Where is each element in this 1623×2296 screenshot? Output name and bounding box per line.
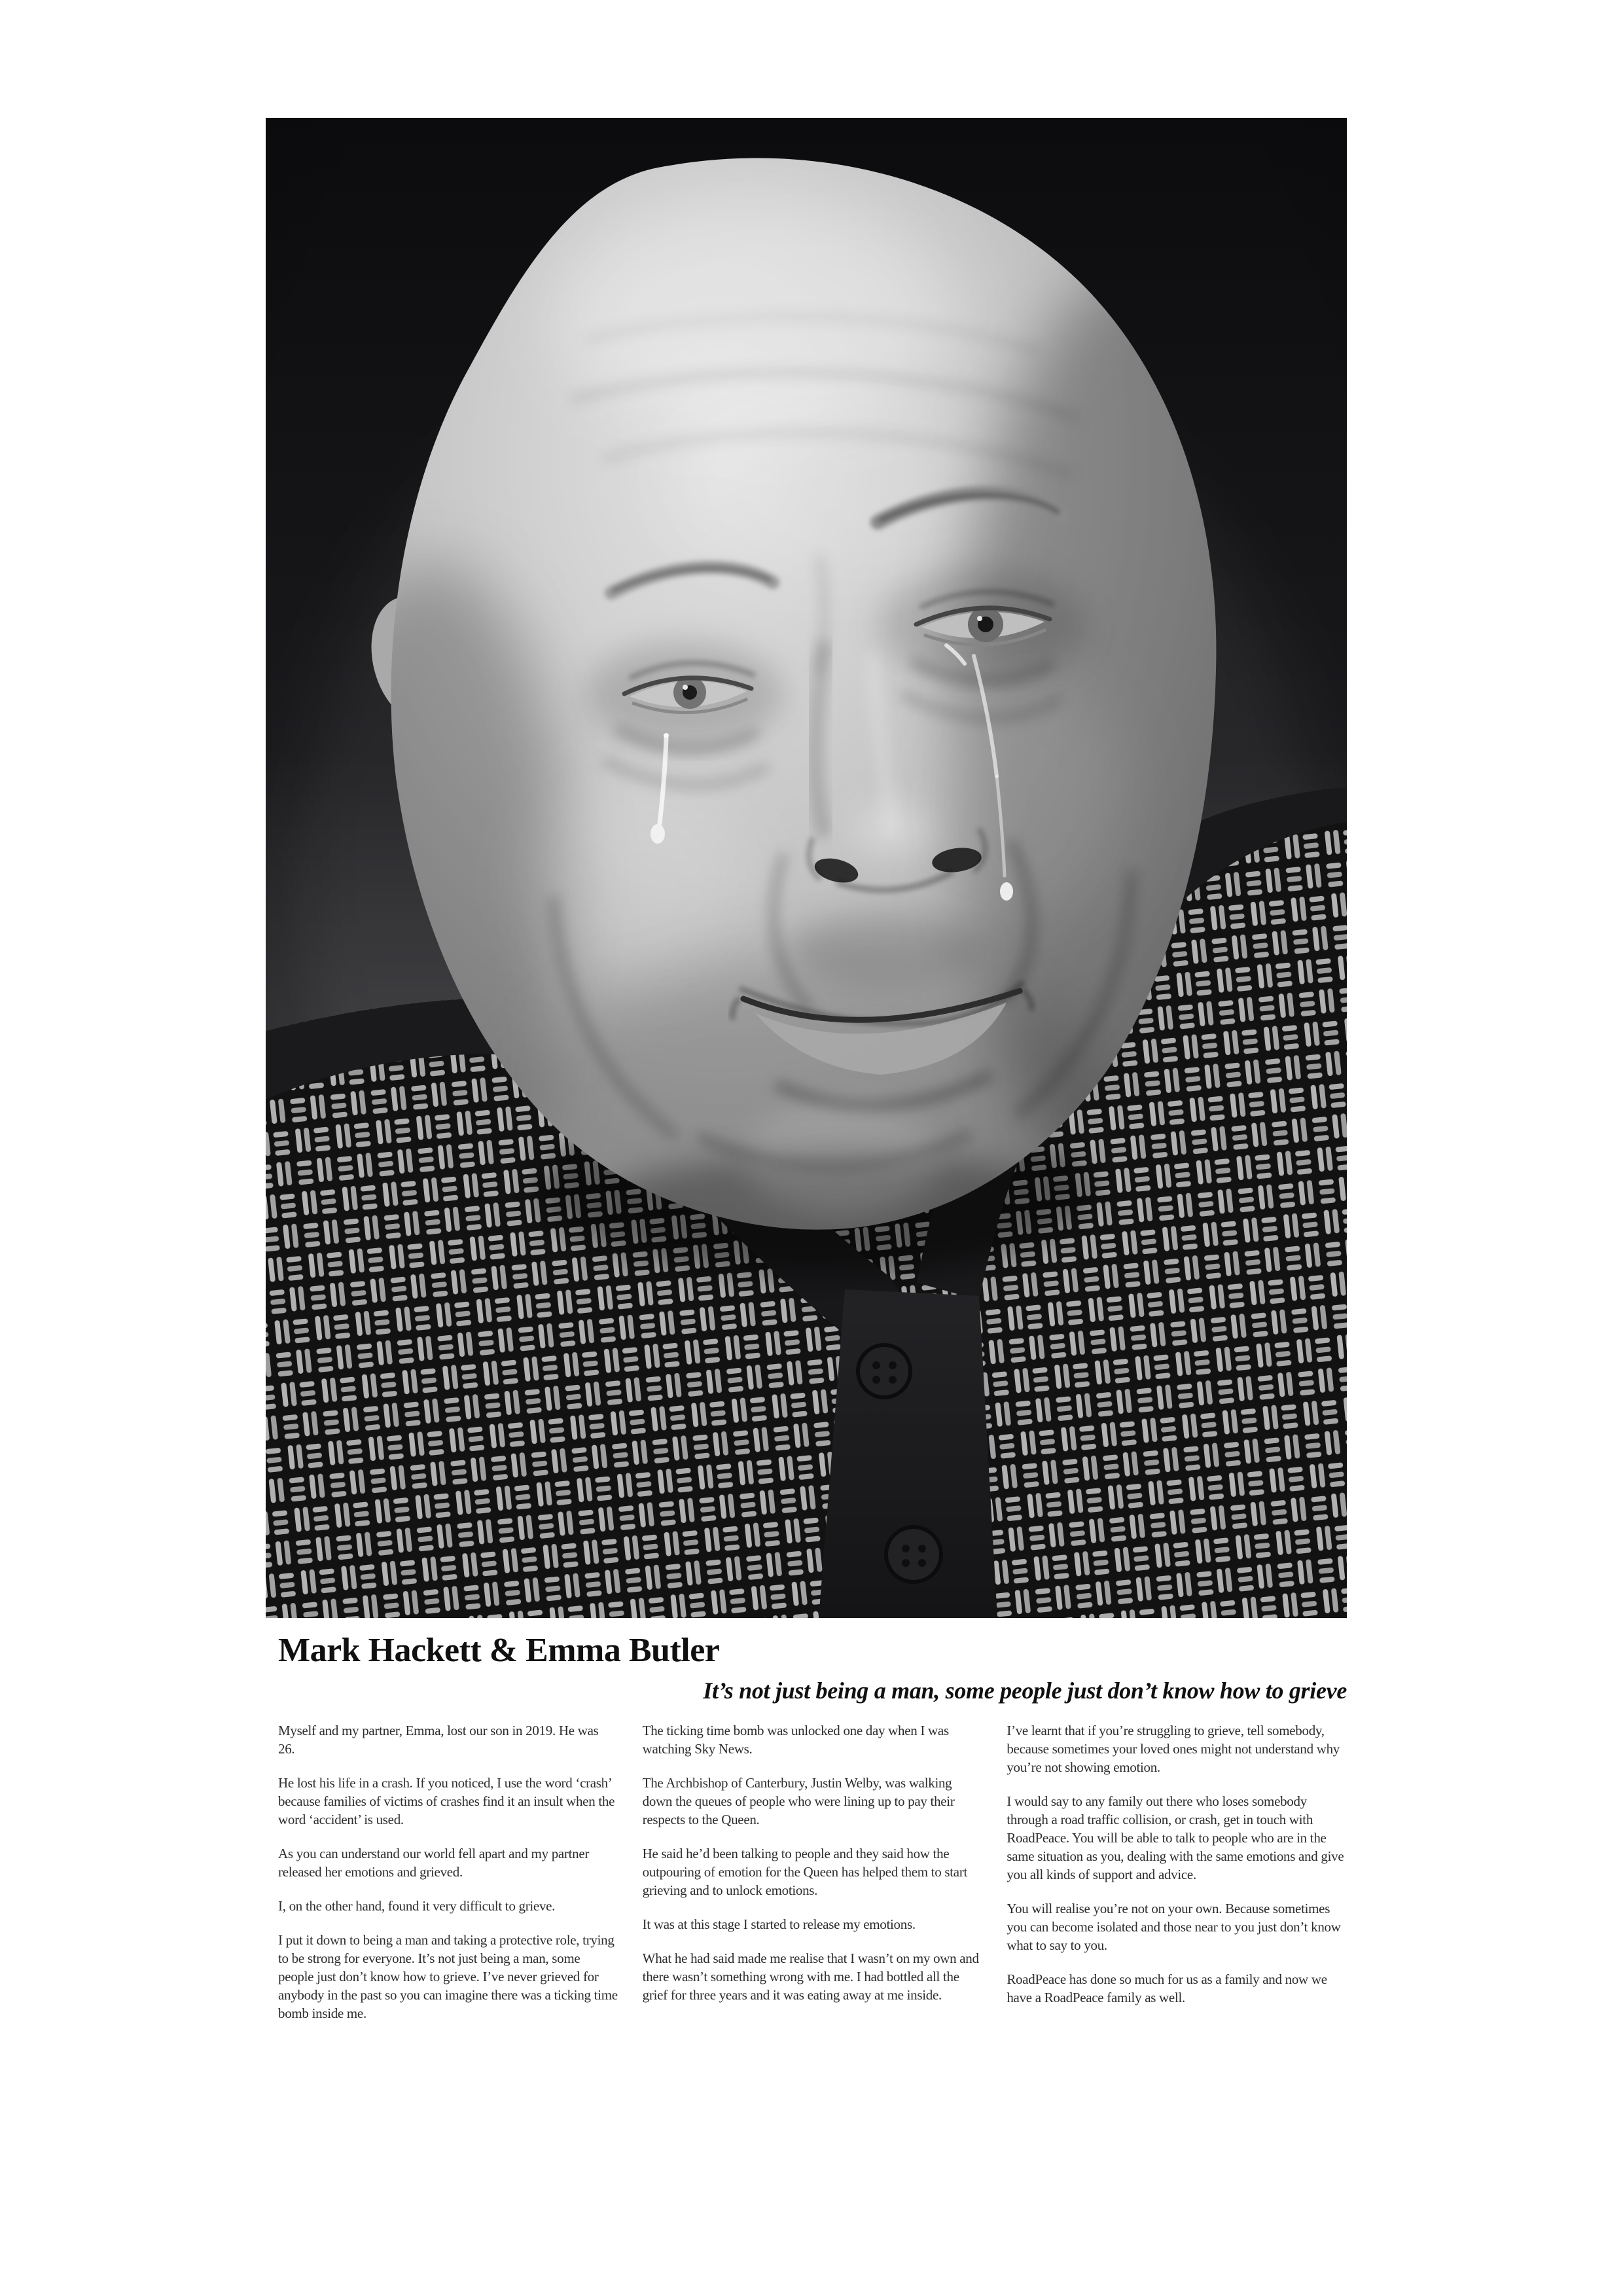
button	[858, 1345, 910, 1397]
paragraph: It was at this stage I started to release my emotions.	[642, 1916, 916, 1932]
paragraph: He said he’d been talking to people and they said how the outpouring of emotion for the Queen has helped them to start grieving and to unlock emotions.	[642, 1846, 968, 1898]
paragraph: I, on the other hand, found it very difficult to grieve.	[278, 1898, 556, 1914]
portrait-illustration	[266, 118, 1347, 1618]
story-column-1	[278, 1721, 618, 2022]
story-column-2	[643, 1721, 983, 2022]
paragraph: I’ve learnt that if you’re struggling to grieve, tell somebody, because sometimes your loved ones might not understand why you’re not showing emotion.	[1007, 1723, 1340, 1775]
paragraph: I would say to any family out there who loses somebody through a road traffic collision, or crash, get in touch with RoadPeace. You will be able to talk to people who are in the same situation as you, dealing with the same emotions and give you all kinds of support and advice.	[1007, 1793, 1344, 1882]
story-column-3	[1007, 1721, 1347, 2022]
pull-quote: It’s not just being a man, some people just don’t know how to grieve	[703, 1677, 1347, 1704]
button	[886, 1527, 941, 1582]
paragraph: The ticking time bomb was unlocked one day when I was watching Sky News.	[642, 1723, 949, 1757]
paragraph: Myself and my partner, Emma, lost our son in 2019. He was 26.	[278, 1723, 599, 1757]
paragraph: I put it down to being a man and taking a protective role, trying to be strong for everyone. It’s not just being a man, some people just don’t know how to grieve. I’ve never grieved for anybody in the past so you can imagine there was a ticking time bomb inside me.	[278, 1932, 618, 2021]
paragraph: RoadPeace has done so much for us as a family and now we have a RoadPeace family as well.	[1007, 1971, 1327, 2005]
paragraph: You will realise you’re not on your own. Because sometimes you can become isolated and those near to you just don’t know what to say to you.	[1007, 1901, 1341, 1953]
paragraph: As you can understand our world fell apart and my partner released her emotions and grieved.	[278, 1846, 590, 1880]
paragraph: What he had said made me realise that I wasn’t on my own and there wasn’t something wrong with me. I had bottled all the grief for three years and it was eating away at me inside.	[642, 1950, 979, 2003]
portrait-photo	[266, 118, 1347, 1618]
story-columns	[278, 1721, 1347, 2022]
paragraph: The Archbishop of Canterbury, Justin Welby, was walking down the queues of people who were lining up to pay their respects to the Queen.	[642, 1775, 955, 1827]
paragraph: He lost his life in a crash. If you noticed, I use the word ‘crash’ because families of victims of crashes find it an insult when the word ‘accident’ is used.	[278, 1775, 615, 1827]
page-title: Mark Hackett & Emma Butler	[278, 1632, 720, 1669]
